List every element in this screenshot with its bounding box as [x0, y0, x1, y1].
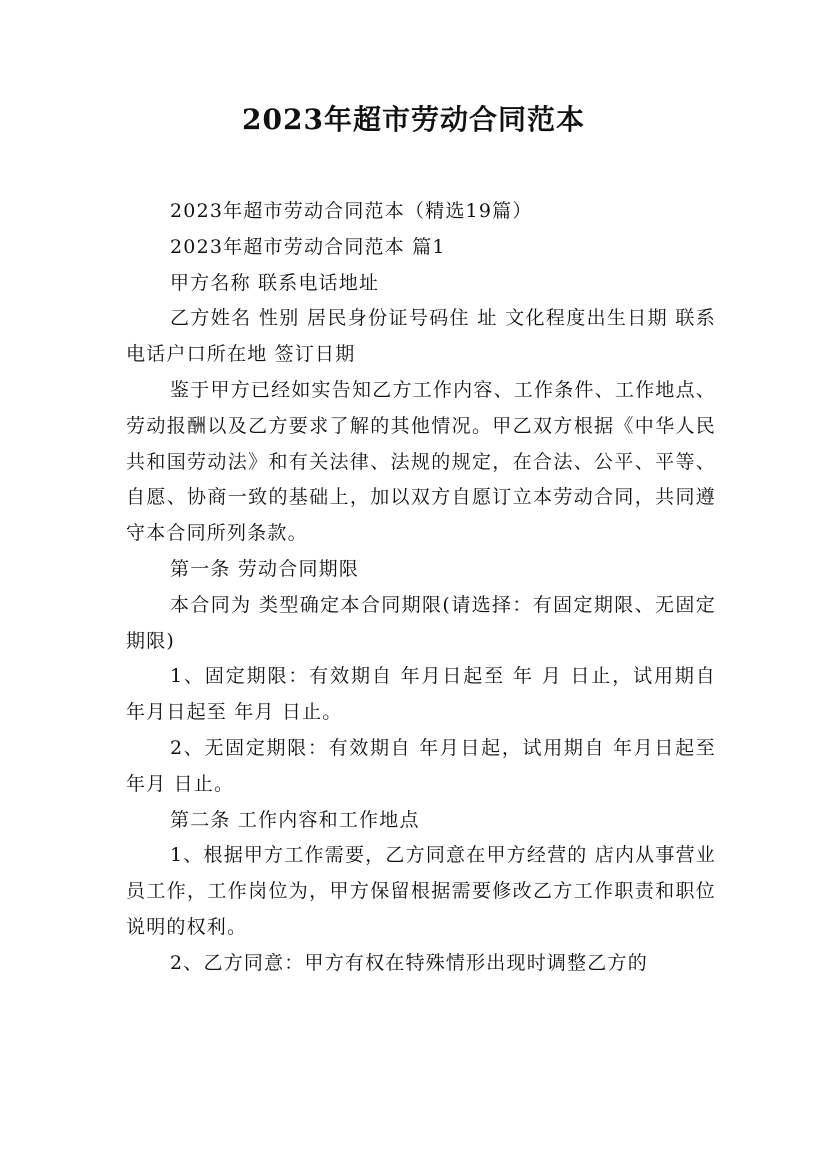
paragraph-work-content: 1、根据甲方工作需要，乙方同意在甲方经营的 店内从事营业员工作，工作岗位为，甲方保留根据需要修改乙方工作职责和职位说明的权利。 [126, 844, 716, 938]
document-body [126, 194, 716, 982]
paragraph-subtitle: 2023年超市劳动合同范本（精选19篇） [170, 200, 533, 222]
article-2-heading: 第二条 工作内容和工作地点 [170, 808, 420, 831]
paragraph-open-term: 2、无固定期限：有效期自 年月日起，试用期自 年月日起至 年月 日止。 [126, 736, 716, 795]
paragraph-fixed-term: 1、固定期限：有效期自 年月日起至 年 月 日止，试用期自 年月日起至 年月 日止。 [126, 665, 716, 724]
document-title: 2023年超市劳动合同范本 [242, 103, 585, 136]
paragraph-section-heading: 2023年超市劳动合同范本 篇1 [170, 235, 446, 258]
article-1-heading: 第一条 劳动合同期限 [170, 557, 360, 580]
paragraph-party-b: 乙方姓名 性别 居民身份证号码住 址 文化程度出生日期 联系电话户口所在地 签订日期 [126, 307, 716, 366]
paragraph-adjustment: 2、乙方同意：甲方有权在特殊情形出现时调整乙方的 [170, 951, 648, 974]
paragraph-party-a: 甲方名称 联系电话地址 [170, 271, 380, 294]
paragraph-preamble: 鉴于甲方已经如实告知乙方工作内容、工作条件、工作地点、劳动报酬以及乙方要求了解的其他情况。甲乙双方根据《中华人民共和国劳动法》和有关法律、法规的规定，在合法、公平、平等、自愿、协商一致的基础上，加以双方自愿订立本劳动合同，共同遵守本合同所列条款。 [126, 378, 716, 545]
paragraph-contract-type: 本合同为 类型确定本合同期限(请选择：有固定期限、无固定期限) [126, 593, 716, 652]
